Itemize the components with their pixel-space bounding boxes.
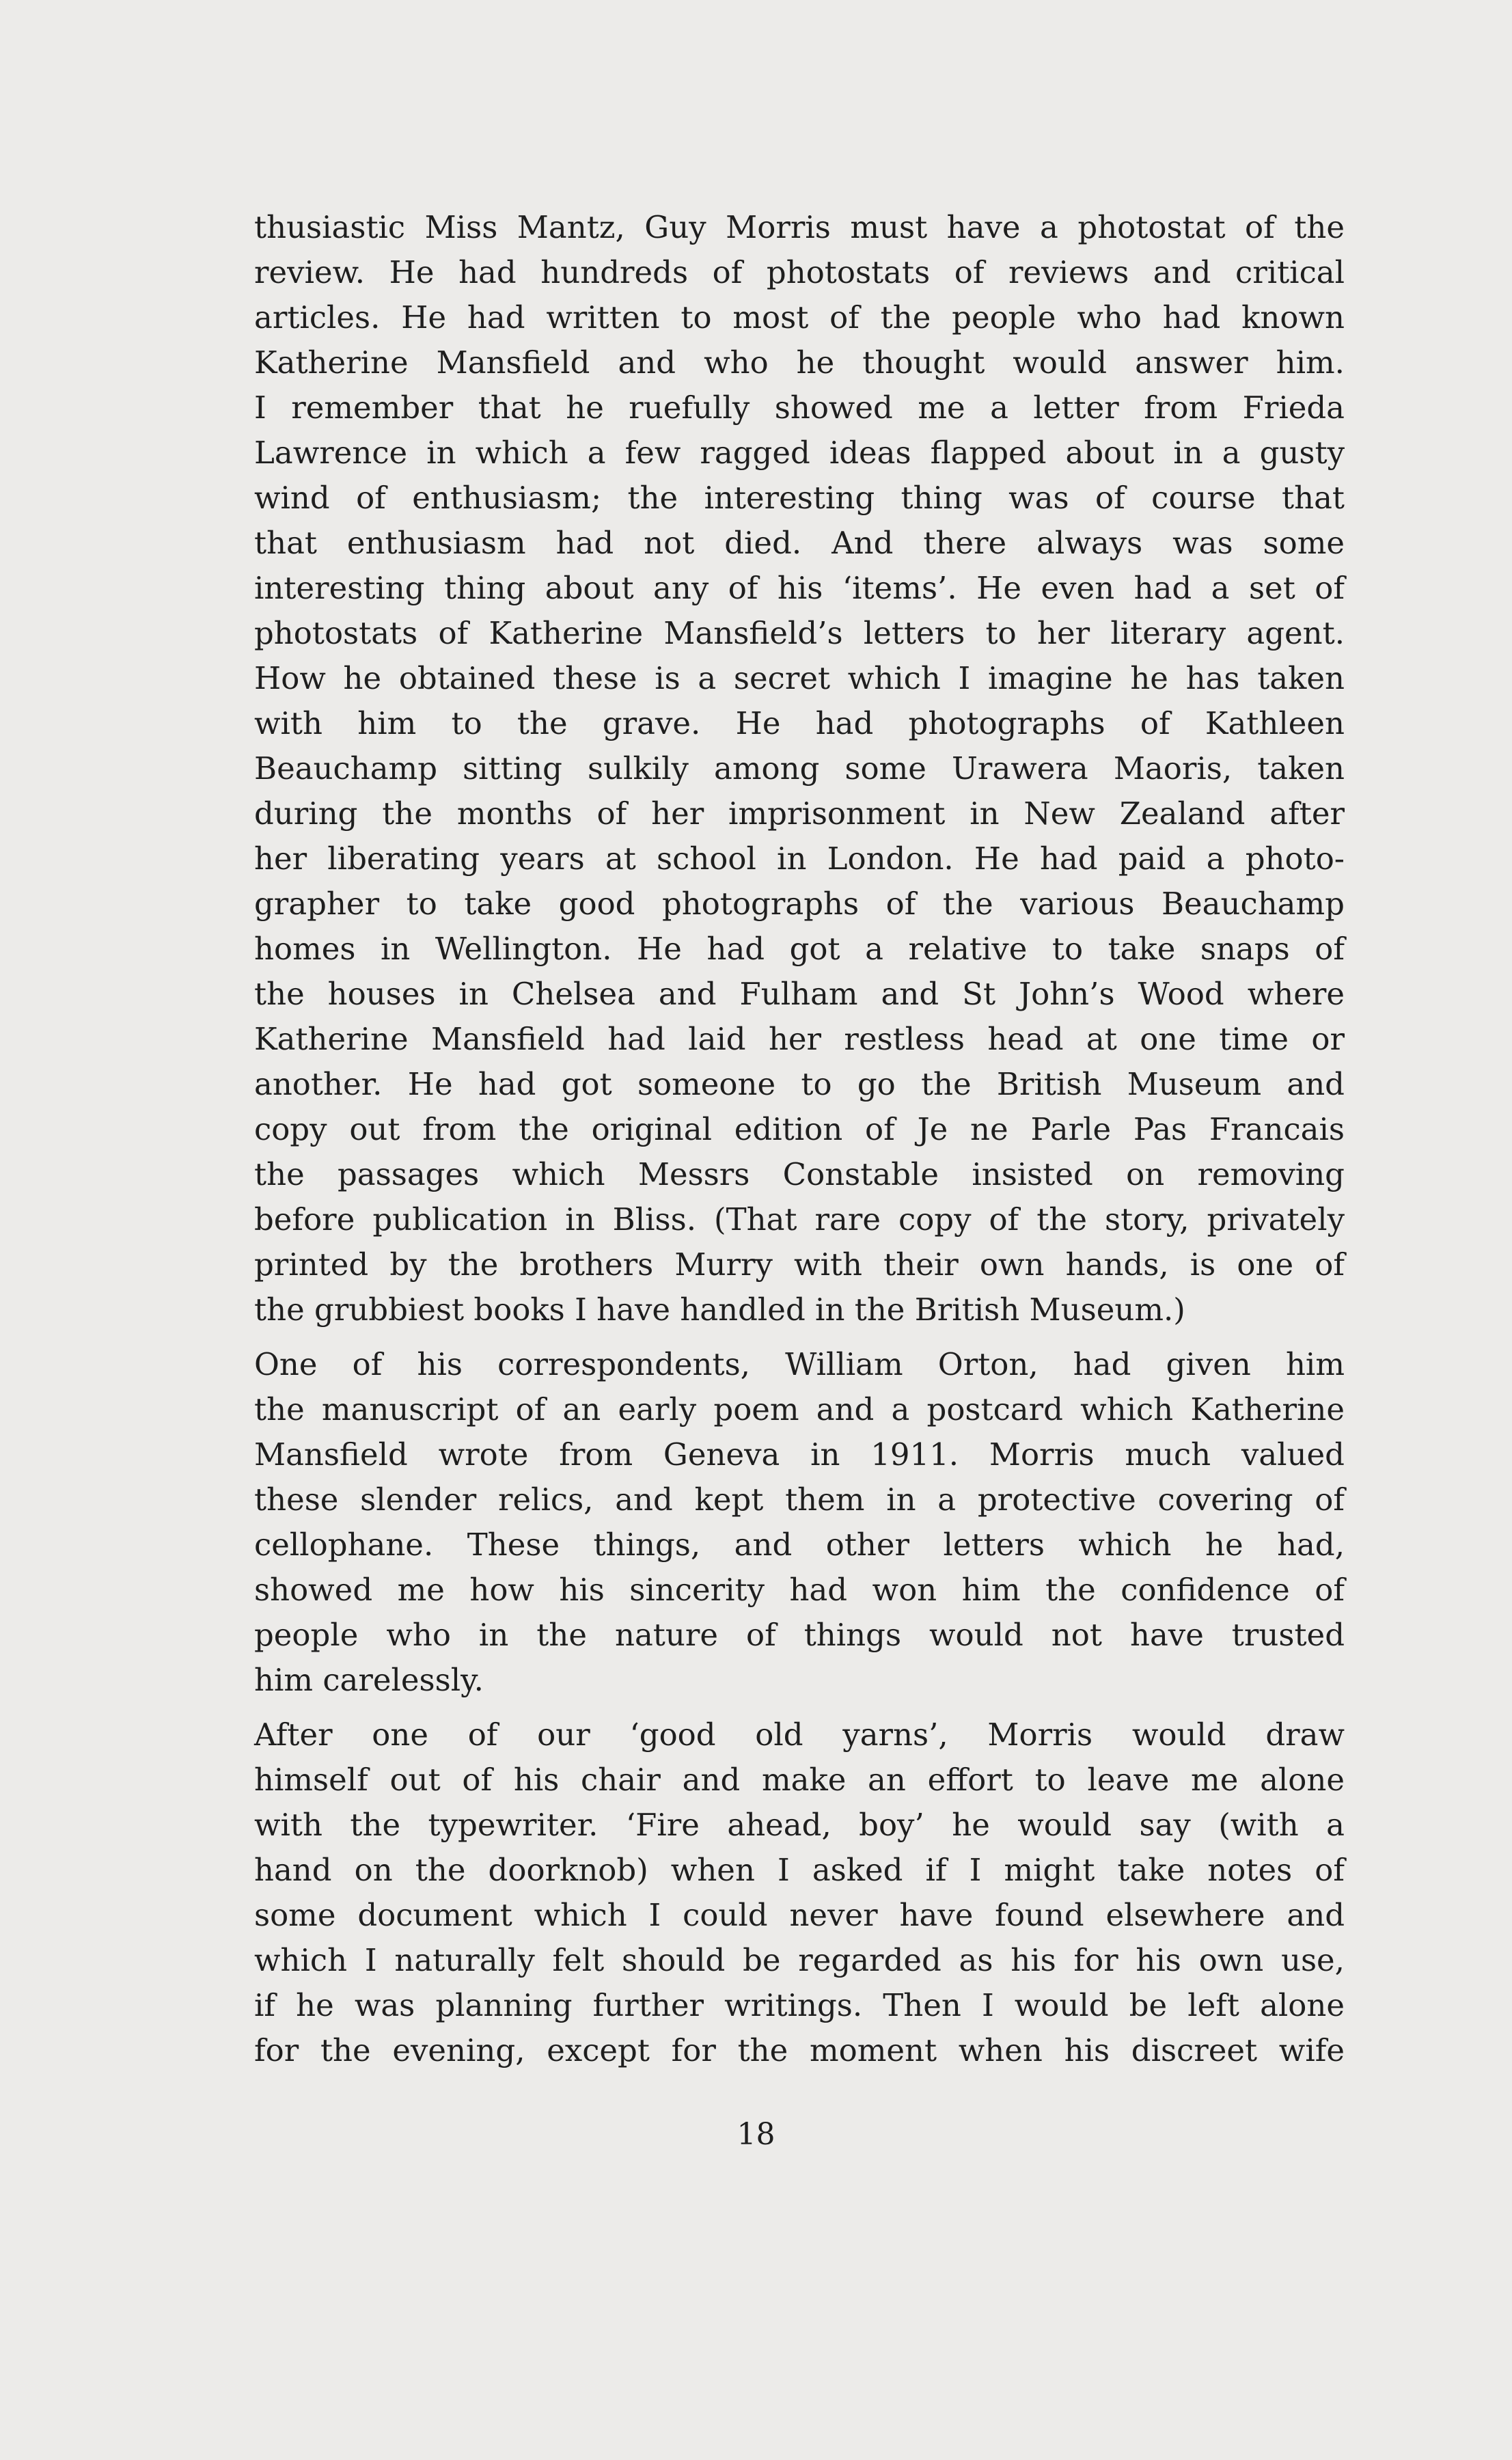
text-line: cellophane. These things, and other letters which he had,: [254, 1527, 1345, 1563]
text-line: wind of enthusiasm; the interesting thing was of course that: [254, 480, 1345, 516]
text-line: for the evening, except for the moment when his discreet wife: [254, 2032, 1345, 2068]
text-line: photostats of Katherine Mansfield’s letters to her literary agent.: [254, 615, 1345, 651]
body-text: [254, 205, 1345, 2073]
text-line: Katherine Mansfield had laid her restless head at one time or: [254, 1021, 1345, 1057]
text-line: the passages which Messrs Constable insisted on removing: [254, 1156, 1345, 1192]
text-line: articles. He had written to most of the people who had known: [254, 299, 1345, 336]
text-line: him carelessly.: [254, 1662, 484, 1698]
text-line: I remember that he ruefully showed me a letter from Frieda: [254, 390, 1345, 426]
text-line: with him to the grave. He had photographs of Kathleen: [254, 705, 1345, 741]
text-line: After one of our ‘good old yarns’, Morris would draw: [254, 1717, 1345, 1753]
text-line: himself out of his chair and make an effort to leave me alone: [254, 1762, 1345, 1798]
text-line: with the typewriter. ‘Fire ahead, boy’ he would say (with a: [254, 1807, 1345, 1843]
text-line: before publication in Bliss. (That rare copy of the story, privately: [254, 1201, 1345, 1238]
text-line: that enthusiasm had not died. And there always was some: [254, 525, 1345, 561]
text-line: grapher to take good photographs of the various Beauchamp: [254, 886, 1345, 922]
text-line: copy out from the original edition of Je ne Parle Pas Francais: [254, 1111, 1345, 1147]
page-number: 18: [737, 2117, 775, 2152]
text-line: review. He had hundreds of photostats of reviews and critical: [254, 254, 1345, 290]
text-line: showed me how his sincerity had won him the confidence of: [254, 1572, 1345, 1608]
text-line: her liberating years at school in London. He had paid a photo-: [254, 840, 1345, 877]
text-line: Katherine Mansfield and who he thought would answer him.: [254, 344, 1345, 381]
text-line: interesting thing about any of his ‘items’. He even had a set of: [254, 570, 1345, 606]
text-line: during the months of her imprisonment in New Zealand after: [254, 795, 1345, 832]
text-line: homes in Wellington. He had got a relative to take snaps of: [254, 931, 1345, 967]
text-line: the houses in Chelsea and Fulham and St John’s Wood where: [254, 976, 1345, 1012]
text-line: another. He had got someone to go the British Museum and: [254, 1066, 1345, 1102]
text-line: thusiastic Miss Mantz, Guy Morris must have a photostat of the: [254, 209, 1345, 245]
text-line: some document which I could never have found elsewhere and: [254, 1897, 1345, 1933]
text-line: hand on the doorknob) when I asked if I might take notes of: [254, 1852, 1345, 1888]
text-line: printed by the brothers Murry with their own hands, is one of: [254, 1246, 1345, 1283]
text-line: these slender relics, and kept them in a protective covering of: [254, 1481, 1345, 1518]
text-line: the manuscript of an early poem and a postcard which Katherine: [254, 1391, 1345, 1427]
text-line: Lawrence in which a few ragged ideas flapped about in a gusty: [254, 435, 1345, 471]
text-line: One of his correspondents, William Orton, had given him: [254, 1346, 1345, 1382]
text-line: people who in the nature of things would not have trusted: [254, 1617, 1345, 1653]
text-line: How he obtained these is a secret which I imagine he has taken: [254, 660, 1345, 696]
text-line: Beauchamp sitting sulkily among some Urawera Maoris, taken: [254, 750, 1345, 787]
text-line: the grubbiest books I have handled in the British Museum.): [254, 1292, 1185, 1328]
text-line: if he was planning further writings. Then I would be left alone: [254, 1987, 1345, 2023]
text-line: Mansfield wrote from Geneva in 1911. Morris much valued: [254, 1436, 1345, 1473]
text-line: which I naturally felt should be regarded as his for his own use,: [254, 1942, 1345, 1978]
